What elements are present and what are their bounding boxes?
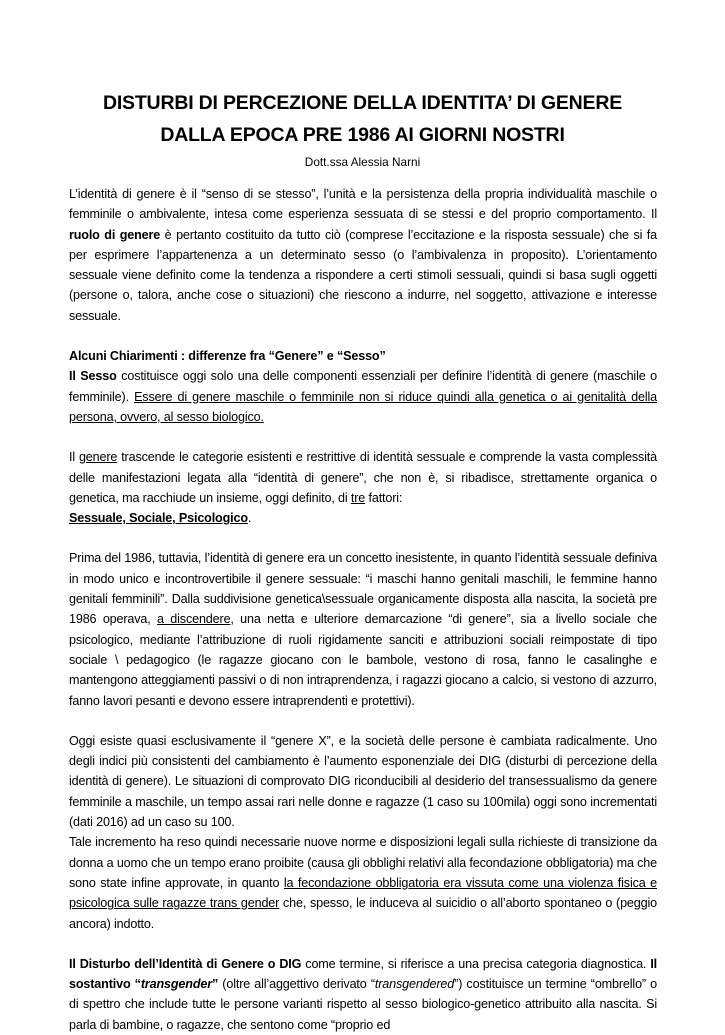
paragraph-today: Oggi esiste quasi esclusivamente il “genere X”, e la società delle persone è cambiata radicalmente. Uno degli indici più consistenti del cambiamento è l’aumento esponenziale dei DIG (disturbi di percezione della identità di genere). Le situazioni di comprovato DIG riconducibili al desiderio del transessualismo da genere femminile a maschile, un tempo assai rari nelle donne e ragazze (1 caso su 100mila) oggi sono incrementati (dati 2016) ad un caso su 100. [69,733,657,830]
underlined-word: genere [78,450,118,465]
document-title-line-2: DALLA EPOCA PRE 1986 AI GIORNI NOSTRI [160,124,565,146]
bold-text: ” [211,977,219,992]
factors-list: Sessuale, Sociale, Psicologico [69,511,248,526]
paragraph-clarifications [69,346,657,427]
paragraph-pre-1986 [69,548,657,710]
text-run: trascende le categorie esistenti e restrittive di identità sessuale e comprende la vasta complessità delle manifestazioni legata alla “identità di genere”, che non è, si ribadisce, strettamente organica o genetica, ma racchiude un insieme, oggi definito, di [69,450,657,505]
paragraph-legal-norms [69,832,657,933]
text-run: L’identità di genere è il “senso di se stesso”, l’unità e la persistenza della propria individualità maschile o femminile o ambivalente, intesa come esperienza sessuata di se stessi e del proprio comportamento. Il [69,187,657,222]
text-run: fattori: [365,490,403,505]
text-run: che, spesso, le induceva al suicidio o all’aborto spontaneo o (peggio ancora) indotto. [69,896,657,931]
bold-term-sex: Il Sesso [69,369,117,384]
underlined-statement: Essere di genere maschile o femminile non si riduce quindi alla genetica o ai genitalità della persona, ovvero, al sesso biologico. [69,389,657,424]
document-title-line-1: DISTURBI DI PERCEZIONE DELLA IDENTITA’ DI GENERE [102,92,623,114]
bold-italic-term-transgender: transgender [140,977,212,992]
document-body [69,184,657,1035]
text-run: (oltre all’aggettivo derivato “ [218,977,375,992]
text-run: costituisce oggi solo una delle componenti essenziali per definire l’identità di genere (maschile o femminile). [69,369,657,404]
text-run: Il [69,450,79,465]
text-run: Tale incremento ha reso quindi necessarie nuove norme e disposizioni legali sulla richieste di transizione da donna a uomo che un tempo erano proibite (causa gli obblighi relativi alla fecondazione obbligatoria) ma che sono state infine approvate, in quanto [69,835,657,890]
paragraph-gender-factors [69,447,657,528]
bold-text: Il sostantivo “ [69,956,658,992]
italic-term-transgendered: transgendered [374,977,455,992]
underlined-phrase: a discendere [157,612,231,627]
underlined-statement: la fecondazione obbligatoria era vissuta come una violenza fisica e psicologica sulle ragazze trans gender [69,875,657,911]
text-run: . [247,511,252,526]
paragraph-gender-identity [69,184,657,326]
text-run: , una netta e ulteriore demarcazione “di genere”, sia a livello sociale che psicologico, mediante l’attribuzione di ruoli rigidamente sanciti e attribuzioni sociali reimpostate di tipo sociale \ pedagogico (le ragazze giocano con le bambole, vestono di rosa, fanno le casalinghe e mantengono atteggiamenti passivi o di non intraprendenza, i ragazzi giocano a calcio, si vestono di azzurro, fanno lavori pesanti e devono essere intraprendenti e protettivi). [69,612,657,708]
paragraph-dig [69,954,657,1035]
bold-term-gender-role: ruolo di genere [69,227,161,242]
underlined-word: tre [350,490,366,505]
text-run: come termine, si riferisce a una precisa categoria diagnostica. [301,956,651,971]
bold-term-dig: Il Disturbo dell’Identità di Genere o DIG [69,956,302,971]
text-run: ”) costituisce un termine “ombrello” o di spettro che include tutte le persone varianti rispetto al sesso biologico-genetico attribuito alla nascita. Si parla di bambine, o ragazze, che sentono come “proprio ed [69,977,658,1032]
text-run: Prima del 1986, tuttavia, l’identità di genere era un concetto inesistente, in quanto l’identità sessuale definiva in modo unico e incontrovertibile il genere sessuale: “i maschi hanno genitali maschili, le femmine hanno genitali femminili”. Dalla suddivisione genetica\sessuale organicamente disposta alla nascita, la società pre 1986 operava, [69,551,657,627]
text-run: è pertanto costituito da tutto ciò (comprese l’eccitazione e la risposta sessuale) che si fa per esprimere l’appartenenza a un determinato sesso (o l’ambivalenza in proposito). L’orientamento sessuale viene definito come la tendenza a rispondere a certi stimoli sessuali, quindi si basa sugli oggetti (persone o, talora, anche cose o situazioni) che riescono a indurre, nel soggetto, attivazione e interesse sessuale. [69,227,657,323]
section-heading: Alcuni Chiarimenti : differenze fra “Genere” e “Sesso” [69,349,386,364]
author-name: Dott.ssa Alessia Narni [304,155,421,169]
